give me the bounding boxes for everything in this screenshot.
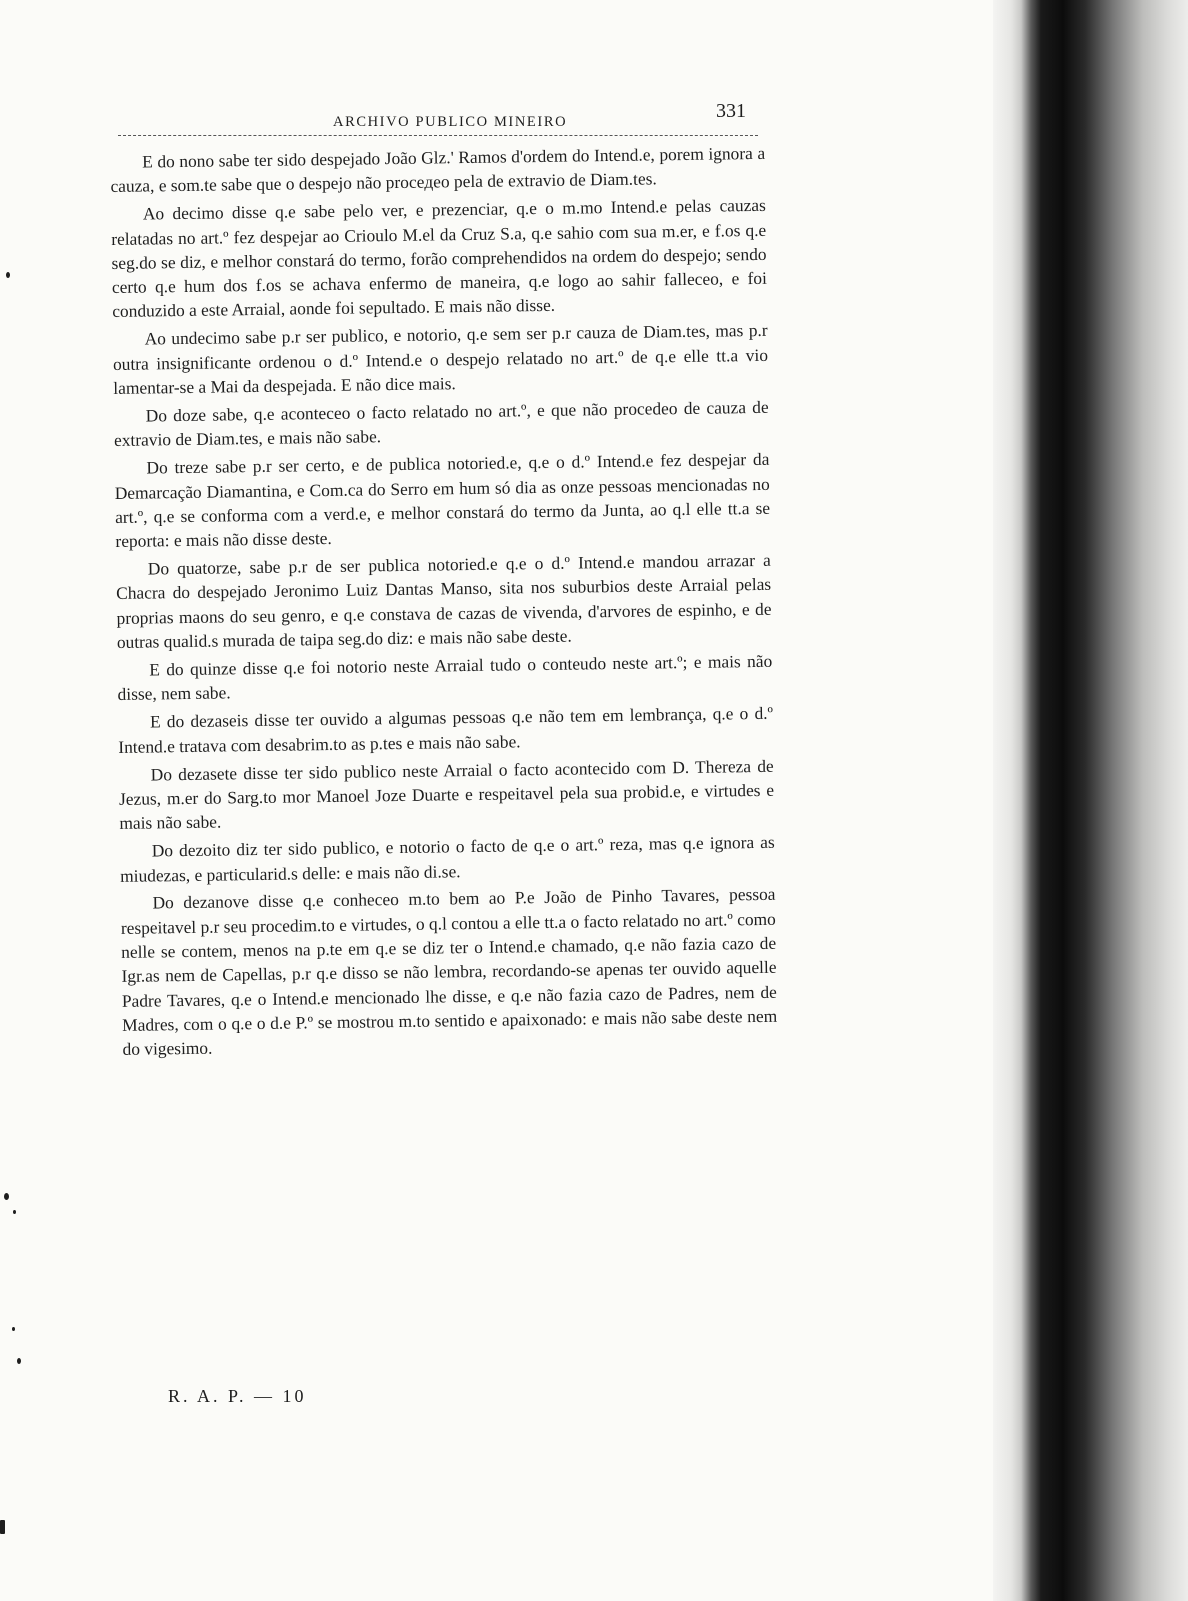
- paragraph: Ao decimo disse q.e sabe pelo ver, e prezenciar, q.e o m.mo Intend.e pelas cauzas relatadas no art.º fez despejar ao Crioulo M.el da Cruz S.a, q.e sahio com sua m.er, e f.os q.e seg.do se diz, e melhor constará do termo, forão comprehendidos na ordem do despejo; sendo certo q.e hum dos f.os se achava enfermo de maneira, q.e logo ao sahir falleceo, e foi conduzido a este Arraial, aonde foi sepultado. E mais não disse.: [111, 195, 767, 322]
- page-number: 331: [716, 100, 746, 122]
- book-binding-shadow: [993, 0, 1188, 1601]
- margin-speck: [12, 1327, 15, 1331]
- paragraph: Do quatorze, sabe p.r de ser publica notoried.e q.e o d.º Intend.e mandou arrazar a Chacra do despejado Jeronimo Luiz Dantas Manso, sita nos suburbios deste Arraial pelas proprias maons do seu genro, e q.e constava de cazas de vivenda, d'arvores de espinho, e de outras qualid.s murada de taipa seg.do diz: e mais não sabe deste.: [116, 550, 772, 653]
- margin-speck: [6, 272, 10, 278]
- paragraph: Do dezasete disse ter sido publico neste Arraial o facto acontecido com D. Thereza de Jezus, m.er do Sarg.to mor Manoel Joze Duarte e respeitavel pela sua probid.e, e virtudes e mais não sabe.: [118, 755, 775, 834]
- paragraph: E do quinze disse q.e foi notorio neste Arraial tudo o conteudo neste art.º; e mais não disse, nem sabe.: [117, 650, 773, 705]
- paragraph: E do nono sabe ter sido despejado João Glz.' Ramos d'ordem do Intend.e, porem ignora a cauza, e som.te sabe que o despejo não proceдeo pela de extravio de Diam.tes.: [110, 142, 766, 197]
- header-rule: [118, 135, 758, 136]
- body-text: [110, 141, 778, 1065]
- header-title: ARCHIVO PUBLICO MINEIRO: [333, 114, 568, 130]
- paragraph: Do dezoito diz ter sido publico, e notorio o facto de q.e o art.º reza, mas q.e ignora as miudezas, e particularid.s delle: e mais não di.se.: [119, 831, 775, 886]
- paragraph: E do dezaseis disse ter ouvido a algumas pessoas q.e não tem em lembrança, q.e o d.º Intend.e tratava com desabrim.to as p.tes e mais não sabe.: [118, 703, 774, 757]
- paragraph: Ao undecimo sabe p.r ser publico, e notorio, q.e sem ser p.r cauza de Diam.tes, mas p.r outra insignificante ordenou o d.º Intend.e o despejo relatado no art.º de q.e elle tt.a vio lamentar-se a Mai da despejada. E não dice mais.: [112, 320, 769, 399]
- footer-signature: R. A. P. — 10: [168, 1386, 307, 1406]
- paragraph: Do doze sabe, q.e aconteceo o facto relatado no art.º, e que não procedeo de cauza de extravio de Diam.tes, e mais não sabe.: [113, 396, 769, 451]
- margin-speck: [17, 1358, 21, 1364]
- running-header: [118, 100, 768, 140]
- paragraph: Do dezanove disse q.e conheceo m.to bem ao P.e João de Pinho Tavares, pessoa respeitavel p.r seu procedim.to e virtudes, o q.l contou a elle tt.a o facto relatado no art.º como nelle se contem, menos na p.te em q.e se diz ter o Intend.e chamado, q.e não fazia cazo de Igr.as nem de Capellas, p.r q.e disso se não lembra, recordando-se apenas ter ouvido aquelle Padre Tavares, q.e o Intend.e mencionado lhe disse, e q.e não fazia cazo de Padres, nem de Madres, com o q.e o d.e P.º se mostrou m.to sentido e apaixonado: e mais não sabe deste nem do vigesimo.: [120, 884, 778, 1060]
- margin-speck: [4, 1193, 9, 1200]
- margin-speck: [0, 1520, 5, 1534]
- paragraph: Do treze sabe p.r ser certo, e de publica notoried.e, q.e o d.º Intend.e fez despejar da Demarcação Diamantina, e Com.ca do Serro em hum só dia as onze pessoas mencionadas no art.º, q.e se conforma com a verd.e, e melhor constará do termo da Junta, ao q.l elle tt.a se reporta: e mais não disse deste.: [114, 449, 771, 552]
- margin-speck: [13, 1210, 16, 1214]
